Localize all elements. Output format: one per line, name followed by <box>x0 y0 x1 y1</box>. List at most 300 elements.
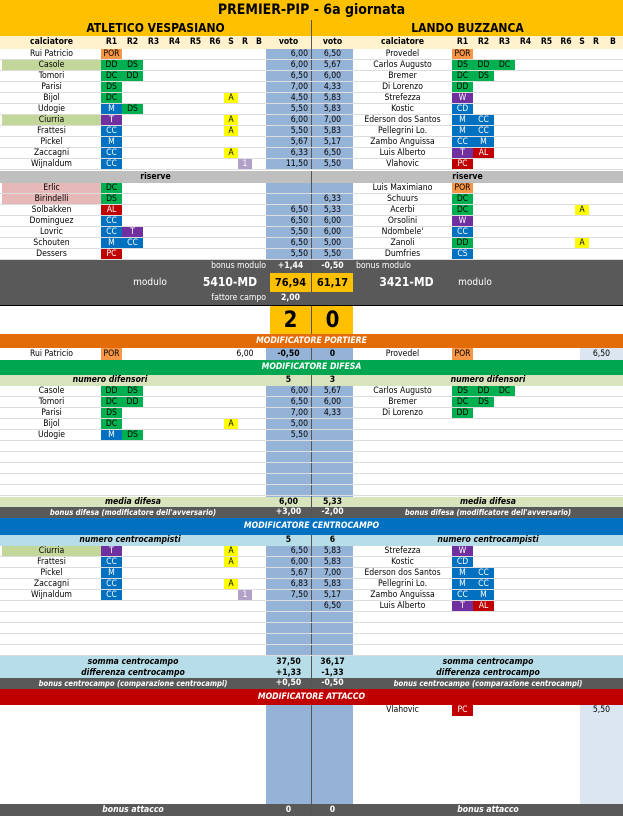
player-name: Ederson dos Santos <box>364 568 441 578</box>
page-title: PREMIER-PIP - 6a giornata <box>217 2 406 18</box>
col-role: R6 <box>209 37 221 47</box>
player-row <box>0 137 623 148</box>
col-role: R2 <box>477 37 490 47</box>
voto-right: 5,83 <box>323 579 342 589</box>
mod-attacco-bar <box>0 689 623 705</box>
voto-left: 6,00 <box>290 115 308 125</box>
voto-bg <box>266 441 353 451</box>
voto-bg <box>266 623 353 633</box>
count-left: 5 <box>285 375 292 385</box>
col-role: R4 <box>168 37 181 47</box>
player-name: Ciurria <box>2 546 101 556</box>
score-right: 0 <box>312 306 353 334</box>
player-row <box>0 579 623 590</box>
role-badge: POR <box>101 348 122 360</box>
player-name: Lovric <box>39 227 64 237</box>
player-name: Tomori <box>38 397 65 407</box>
player-row <box>0 386 623 397</box>
voto-left: 6,00 <box>290 557 308 567</box>
col-role: R <box>242 37 248 47</box>
column-header <box>0 36 623 49</box>
role-badge: T <box>452 148 473 158</box>
col-voto: voto <box>322 37 343 47</box>
bonus-left: -0,50 <box>277 349 300 359</box>
player-name: Udogie <box>37 104 66 114</box>
player-name: Ciurria <box>2 115 101 125</box>
col-role: R2 <box>126 37 139 47</box>
bonus-flag-a: A <box>224 557 238 567</box>
label: differenza centrocampo <box>81 668 185 678</box>
voto-right: 5,17 <box>323 137 342 147</box>
player-name: Pellegrini Lo. <box>377 579 428 589</box>
voto-bg <box>266 452 353 462</box>
role-badge: DC <box>101 397 122 407</box>
voto-right: 5,83 <box>323 126 342 136</box>
player-name: Rui Patricio <box>30 349 73 359</box>
player-row <box>0 216 623 227</box>
count-right: 6 <box>329 535 336 545</box>
player-row <box>0 249 623 260</box>
player-name: Luis Alberto <box>379 601 426 611</box>
section-title: MODIFICATORE CENTROCAMPO <box>243 521 380 531</box>
bonus-left: +3,00 <box>275 507 302 517</box>
col-calciatore: calciatore <box>30 37 73 47</box>
role-badge: DC <box>101 183 122 193</box>
role-badge: M <box>101 568 122 578</box>
voto-left: 5,67 <box>290 137 308 147</box>
voto-left: 6,00 <box>290 386 308 396</box>
modulo-right: 3421-MD <box>379 275 434 289</box>
player-name: Ndombele' <box>381 227 424 237</box>
role-badge: CC <box>473 568 494 578</box>
role-badge: M <box>101 104 122 114</box>
team-header <box>0 20 623 36</box>
col-role: R1 <box>105 37 118 47</box>
media-left: 6,00 <box>278 497 299 507</box>
role-badge: DD <box>452 238 473 248</box>
attacco-area <box>0 705 623 804</box>
count-right: 3 <box>329 375 336 385</box>
player-name: Pickel <box>40 137 63 147</box>
role-badge: DD <box>452 408 473 418</box>
role-badge: POR <box>452 49 473 59</box>
player-name: Schouten <box>33 238 70 248</box>
col-role: B <box>610 37 616 47</box>
role-badge: PC <box>452 159 473 169</box>
section-title: MODIFICATORE PORTIERE <box>256 336 367 346</box>
team-right: LANDO BUZZANCA <box>411 21 524 35</box>
player-name: Ederson dos Santos <box>364 115 441 125</box>
voto-right: 6,00 <box>323 397 342 407</box>
player-name: Parisi <box>41 82 62 92</box>
diff-right: -1,33 <box>321 668 344 678</box>
bonus-modulo-left: +1,44 <box>277 261 304 271</box>
bonus-modulo-row <box>0 260 623 273</box>
player-name: Schuurs <box>386 194 419 204</box>
voto-right: 7,00 <box>323 568 342 578</box>
player-row <box>0 397 623 408</box>
role-badge: DC <box>452 71 473 81</box>
player-name: Rui Patricio <box>30 49 73 59</box>
player-name: Di Lorenzo <box>382 82 423 92</box>
total-right: 61,17 <box>312 273 353 292</box>
voto-right: 5,83 <box>323 557 342 567</box>
voto-right: 5,67 <box>323 386 342 396</box>
player-row <box>0 183 623 194</box>
voto-right: 6,00 <box>323 227 342 237</box>
role-badge: CD <box>452 557 473 567</box>
role-badge: POR <box>101 49 122 59</box>
player-name: Vlahovic <box>386 159 419 169</box>
bonus-flag-a: A <box>224 148 238 158</box>
fattore-row <box>0 292 623 305</box>
mod-difesa-bar <box>0 360 623 375</box>
player-row <box>0 194 623 205</box>
somma-right: 36,17 <box>320 657 345 667</box>
voto-left: 7,00 <box>290 408 308 418</box>
player-row <box>0 601 623 612</box>
role-badge: M <box>101 430 122 440</box>
voto-right: 5,50 <box>592 705 611 715</box>
player-row <box>0 634 623 645</box>
label: somma centrocampo <box>87 657 179 667</box>
media-right: 5,33 <box>322 497 343 507</box>
voto-right: 5,83 <box>323 104 342 114</box>
col-calciatore: calciatore <box>381 37 424 47</box>
voto-right <box>312 183 353 193</box>
voto-left: 6,50 <box>290 205 308 215</box>
role-badge: POR <box>452 183 473 193</box>
role-badge: T <box>101 115 122 125</box>
bonus-flag-a: A <box>575 205 589 215</box>
col-role: R6 <box>560 37 572 47</box>
voto-right: 6,50 <box>323 148 342 158</box>
player-row <box>0 623 623 634</box>
voto-left: 6,50 <box>290 238 308 248</box>
role-badge: CC <box>101 227 122 237</box>
player-row <box>0 205 623 216</box>
role-badge: CD <box>452 104 473 114</box>
riserve-right: riserve <box>452 172 483 182</box>
role-badge: DS <box>452 386 473 396</box>
col-role: S <box>579 37 585 47</box>
voto-right: 6,33 <box>323 194 342 204</box>
player-name: Zambo Anguissa <box>370 137 435 147</box>
player-row <box>0 452 623 463</box>
player-row <box>0 126 623 137</box>
voto-bg <box>266 463 353 473</box>
voto-right: 6,00 <box>323 71 342 81</box>
role-badge: CC <box>101 216 122 226</box>
role-badge: POR <box>452 348 473 360</box>
role-badge: M <box>452 568 473 578</box>
player-row <box>0 408 623 419</box>
role-badge: DS <box>101 194 122 204</box>
voto-left <box>266 183 311 193</box>
player-name: Zaccagni <box>33 579 70 589</box>
label: numero difensori <box>72 375 148 385</box>
player-name: Orsolini <box>387 216 418 226</box>
mod-centro-bar <box>0 518 623 535</box>
voto-left: 6,50 <box>290 546 308 556</box>
bonus-right: -0,50 <box>321 678 344 688</box>
player-row <box>0 612 623 623</box>
col-role: R5 <box>540 37 553 47</box>
label: numero centrocampisti <box>437 535 539 545</box>
player-row <box>0 463 623 474</box>
bonus-left: 0 <box>285 805 292 815</box>
player-row <box>0 49 623 60</box>
role-badge: CC <box>473 126 494 136</box>
player-name: Bijol <box>43 93 60 103</box>
score-left: 2 <box>270 306 311 334</box>
player-row <box>0 238 623 249</box>
role-badge: DC <box>452 205 473 215</box>
player-name: Dessers <box>36 249 67 259</box>
modulo-left: 5410-MD <box>202 275 258 289</box>
voto-left: 6,83 <box>290 579 308 589</box>
role-badge: CC <box>101 126 122 136</box>
player-row <box>0 419 623 430</box>
role-badge: DS <box>122 104 143 114</box>
voto-right: 5,50 <box>323 249 342 259</box>
role-badge: T <box>122 227 143 237</box>
role-badge: DD <box>473 60 494 70</box>
role-badge: AL <box>473 601 494 611</box>
player-name: Casole <box>38 386 65 396</box>
label: numero centrocampisti <box>79 535 181 545</box>
role-badge: DS <box>122 60 143 70</box>
voto-left: 7,00 <box>290 82 308 92</box>
role-badge: AL <box>473 148 494 158</box>
voto-right: 5,83 <box>323 93 342 103</box>
bonus-left: +0,50 <box>275 678 302 688</box>
player-name: Bremer <box>388 397 417 407</box>
bonus-modulo-label: bonus modulo <box>356 261 411 271</box>
role-badge: DD <box>122 397 143 407</box>
role-badge: DS <box>122 430 143 440</box>
col-role: S <box>228 37 234 47</box>
role-badge: DC <box>494 386 515 396</box>
role-badge: CC <box>122 238 143 248</box>
attacco-row <box>0 705 623 716</box>
col-voto: voto <box>278 37 299 47</box>
player-row <box>0 82 623 93</box>
voto-left: 7,50 <box>290 590 308 600</box>
role-badge: CC <box>473 579 494 589</box>
label: bonus difesa (modificatore dell'avversario) <box>49 508 217 517</box>
player-name: Casole <box>2 60 101 70</box>
player-name: Vlahovic <box>386 705 419 715</box>
somma-left: 37,50 <box>276 657 301 667</box>
voto-right: 6,50 <box>323 601 342 611</box>
role-badge: DC <box>101 71 122 81</box>
player-name: Zaccagni <box>33 148 70 158</box>
role-badge: AL <box>101 205 122 215</box>
label: bonus attacco <box>457 805 519 815</box>
player-row <box>0 227 623 238</box>
col-role: R4 <box>519 37 532 47</box>
player-name: Wijnaldum <box>31 159 72 169</box>
diff-row <box>0 668 623 678</box>
voto-bg <box>580 705 623 804</box>
label: numero difensori <box>450 375 526 385</box>
voto-bg <box>266 634 353 644</box>
section-title: MODIFICATORE ATTACCO <box>257 692 366 702</box>
player-name: Frattesi <box>37 126 66 136</box>
role-badge: DS <box>452 60 473 70</box>
role-badge: M <box>473 137 494 147</box>
player-name: Wijnaldum <box>31 590 72 600</box>
voto-right: 4,33 <box>323 408 342 418</box>
role-badge: CC <box>452 137 473 147</box>
role-badge: M <box>452 579 473 589</box>
player-name: Solbakken <box>31 205 72 215</box>
bonus-flag-a: A <box>224 93 238 103</box>
role-badge: M <box>101 238 122 248</box>
voto-left: 5,50 <box>290 104 308 114</box>
difesa-count-row <box>0 375 623 386</box>
player-row <box>0 441 623 452</box>
role-badge: DS <box>473 397 494 407</box>
role-badge: DD <box>101 386 122 396</box>
voto-right: 7,00 <box>323 115 342 125</box>
label: bonus centrocampo (comparazione centrocampi) <box>393 679 583 688</box>
player-row <box>0 71 623 82</box>
player-name: Frattesi <box>37 557 66 567</box>
col-role: R5 <box>189 37 202 47</box>
media-difesa-row <box>0 497 623 507</box>
bonus-flag-a: A <box>575 238 589 248</box>
role-badge: CC <box>101 148 122 158</box>
voto-bg <box>266 705 353 804</box>
bonus-modulo-right: -0,50 <box>321 261 344 271</box>
riserve-left: riserve <box>140 172 171 182</box>
role-badge: W <box>452 546 473 556</box>
role-badge: DC <box>494 60 515 70</box>
bonus-flag-a: A <box>224 579 238 589</box>
player-row <box>0 485 623 496</box>
role-badge: CC <box>101 579 122 589</box>
voto-right: 4,33 <box>323 82 342 92</box>
role-badge: M <box>101 137 122 147</box>
player-name: Carlos Augusto <box>373 60 432 70</box>
player-name: Luis Maximiano <box>372 183 433 193</box>
fattore-value: 2,00 <box>280 293 301 303</box>
player-row <box>0 115 623 126</box>
voto-left: 11,50 <box>285 159 308 169</box>
role-badge: DC <box>452 397 473 407</box>
col-role: R1 <box>456 37 469 47</box>
portiere-row <box>0 348 623 360</box>
voto-right: 6,50 <box>323 49 342 59</box>
voto-left: 6,50 <box>290 397 308 407</box>
player-name: Provedel <box>385 349 420 359</box>
col-role: B <box>256 37 262 47</box>
modulo-row <box>0 273 623 292</box>
voto-bg <box>266 485 353 495</box>
player-name: Dumfries <box>384 249 421 259</box>
bonus-centro-row <box>0 678 623 689</box>
centro-count-row <box>0 535 623 546</box>
role-badge: CC <box>101 557 122 567</box>
voto-right: 5,33 <box>323 205 342 215</box>
label: bonus centrocampo (comparazione centrocampi) <box>38 679 228 688</box>
label: bonus difesa (modificatore dell'avversario) <box>404 508 572 517</box>
role-badge: DS <box>122 386 143 396</box>
role-badge: T <box>452 601 473 611</box>
voto-left: 6,00 <box>290 60 308 70</box>
player-name: Luis Alberto <box>379 148 426 158</box>
player-name: Erlic <box>2 183 101 193</box>
role-badge: DD <box>473 386 494 396</box>
label: somma centrocampo <box>442 657 534 667</box>
player-row <box>0 568 623 579</box>
total-left: 76,94 <box>270 273 311 292</box>
player-row <box>0 93 623 104</box>
player-name: Di Lorenzo <box>382 408 423 418</box>
diff-left: +1,33 <box>275 668 302 678</box>
role-badge: CC <box>452 227 473 237</box>
bonus-flag-a: A <box>224 419 238 429</box>
player-name: Bremer <box>388 71 417 81</box>
player-name: Strefezza <box>384 93 421 103</box>
label: bonus attacco <box>102 805 164 815</box>
role-badge: CC <box>452 590 473 600</box>
player-row <box>0 430 623 441</box>
player-name: Zanoli <box>390 238 415 248</box>
player-row <box>0 474 623 485</box>
voto-bg <box>266 645 353 655</box>
label: differenza centrocampo <box>436 668 540 678</box>
score-row <box>0 305 623 334</box>
bonus-right: -2,00 <box>321 507 344 517</box>
bonus-flag-a: A <box>224 126 238 136</box>
role-badge: W <box>452 93 473 103</box>
bonus-flag-r: 1 <box>238 590 252 600</box>
title-bar <box>0 0 623 20</box>
role-badge: DC <box>452 194 473 204</box>
player-name: Kostic <box>391 557 414 567</box>
role-badge: W <box>452 216 473 226</box>
player-row <box>0 104 623 115</box>
voto-right: 5,17 <box>323 590 342 600</box>
role-badge: PC <box>452 705 473 716</box>
mod-portiere-bar <box>0 334 623 348</box>
player-name: Carlos Augusto <box>373 386 432 396</box>
fattore-label: fattore campo <box>211 293 266 303</box>
voto-left: 5,50 <box>290 126 308 136</box>
bonus-right: 0 <box>329 805 336 815</box>
voto-left: 6,00 <box>290 49 308 59</box>
role-badge: DD <box>452 82 473 92</box>
voto-right: 5,50 <box>323 159 342 169</box>
player-row <box>0 557 623 568</box>
bonus-difesa-row <box>0 507 623 518</box>
bonus-flag-a: A <box>224 546 238 556</box>
section-title: MODIFICATORE DIFESA <box>261 362 362 372</box>
role-badge: CC <box>101 590 122 600</box>
voto-left: 6,50 <box>290 71 308 81</box>
player-name: Kostic <box>391 104 414 114</box>
role-badge: DS <box>473 71 494 81</box>
player-row <box>0 546 623 557</box>
voto-left <box>266 194 311 204</box>
voto-left: 4,50 <box>290 93 308 103</box>
modulo-label: modulo <box>458 277 492 288</box>
voto-left: 5,50 <box>290 227 308 237</box>
role-badge: CC <box>101 159 122 169</box>
